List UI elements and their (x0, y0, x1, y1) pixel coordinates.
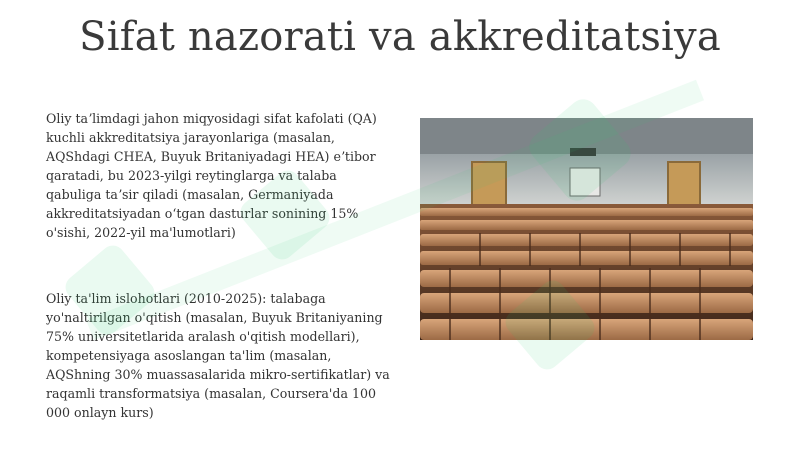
paragraph-higher-education-reforms: Oliy ta'lim islohotlari (2010-2025): talabaga yo'naltirilgan o'qitish (masalan, Buyuk Britaniyaning 75% universitetlarida aralash o'qitish modellari), kompetensiyaga asoslangan ta'lim (masalan, AQShning 30% muassasalarida mikro-sertifikatlar) va raqamli transformatsiya (masalan, Coursera'da 100 000 onlayn kurs) (46, 291, 390, 420)
paragraph-quality-assurance: Oliy taʼlimdagi jahon miqyosidagi sifat kafolati (QA) kuchli akkreditatsiya jarayonlariga (masalan, AQShdagi CHEA, Buyuk Britaniyadagi HEA) eʼtibor qaratadi, bu 2023-yilgi reytinglarga va talaba qabuliga taʼsir qiladi (masalan, Germaniyada akkreditatsiyadan o‘tgan dasturlar sonining 15% o'sishi, 2022-yil ma'lumotlari) (46, 111, 377, 240)
lecture-hall-photo (420, 118, 753, 340)
lecture-hall-image (420, 118, 753, 340)
slide-title: Sifat nazorati va akkreditatsiya (79, 14, 721, 60)
